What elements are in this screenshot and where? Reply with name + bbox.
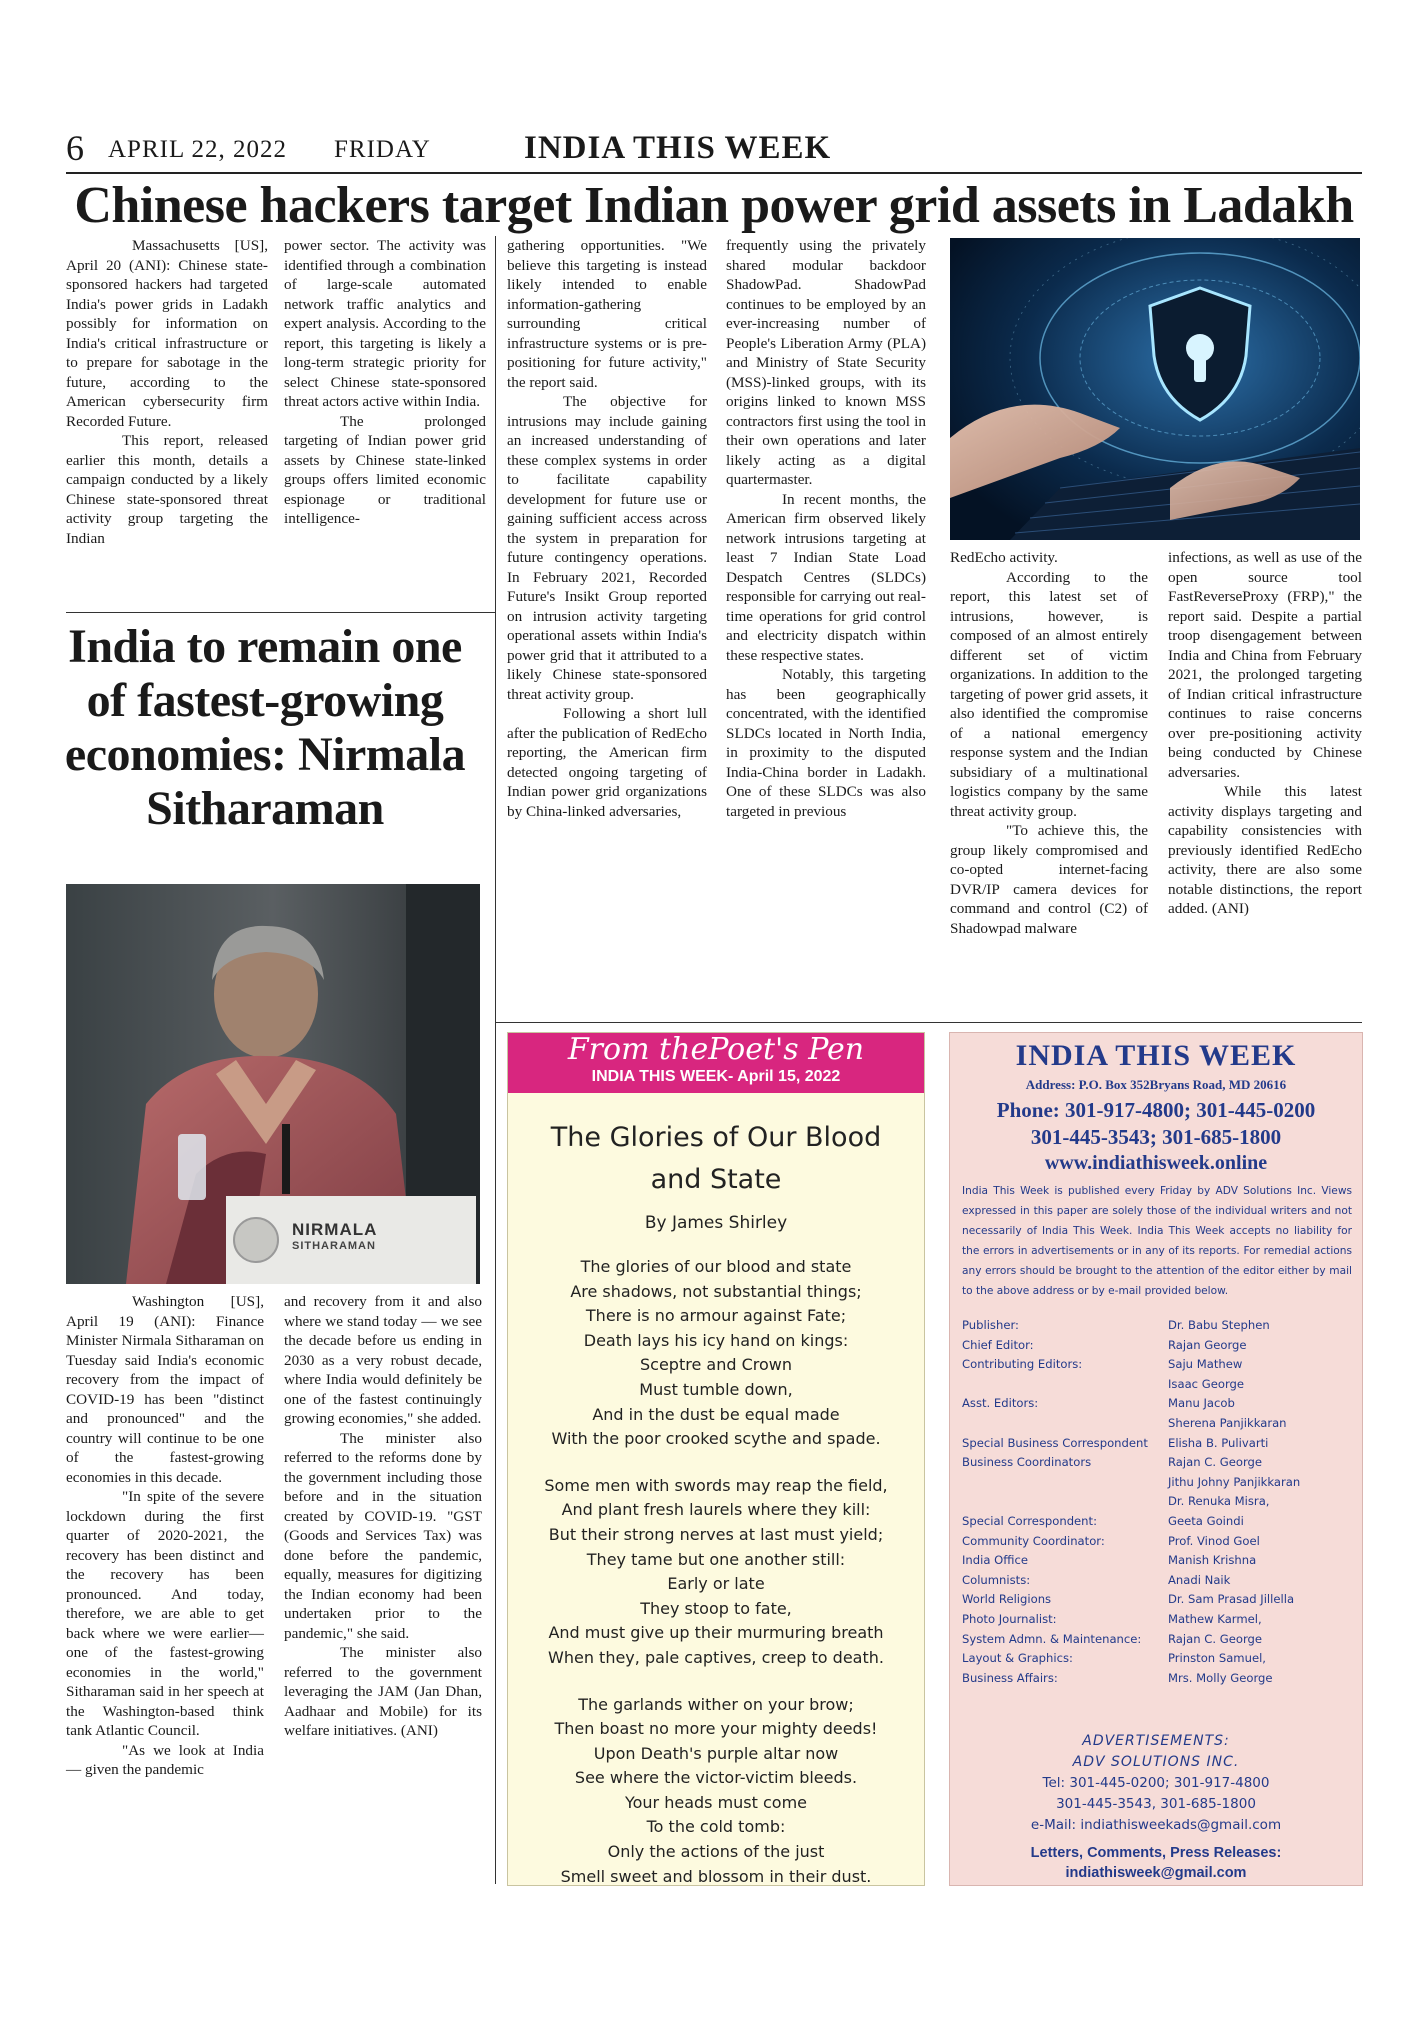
paragraph: This report, released earlier this month, details a campaign conducted by a likely Chinese state-sponsored threat activity group targeting the Indian bbox=[66, 432, 268, 547]
staff-role: Columnists: bbox=[962, 1572, 1031, 1587]
staff-row bbox=[962, 1669, 1354, 1689]
staff-name: Dr. Babu Stephen bbox=[1168, 1318, 1270, 1332]
staff-name: Isaac George bbox=[1168, 1376, 1244, 1391]
staff-name: Prof. Vinod Goel bbox=[1168, 1533, 1260, 1548]
nameplate-name: NIRMALA bbox=[292, 1220, 378, 1239]
poem-line: Then boast no more your mighty deeds! bbox=[554, 1719, 878, 1739]
staff-name: Saju Mathew bbox=[1168, 1357, 1243, 1372]
advertisement-contact bbox=[950, 1731, 1362, 1836]
issue-day: FRIDAY bbox=[334, 136, 431, 163]
nameplate bbox=[292, 1220, 472, 1252]
poem-line: Are shadows, not substantial things; bbox=[570, 1281, 862, 1301]
poem-line: The garlands wither on your brow; bbox=[578, 1694, 854, 1714]
poem-stanza bbox=[508, 1255, 924, 1452]
poem-line: And in the dust be equal made bbox=[592, 1404, 840, 1424]
staff-list bbox=[962, 1316, 1354, 1688]
section-divider bbox=[496, 1022, 1362, 1023]
poem-line: Death lays his icy hand on kings: bbox=[583, 1330, 849, 1350]
poet-banner bbox=[508, 1033, 924, 1093]
staff-row bbox=[962, 1532, 1354, 1552]
staff-role: Layout & Graphics: bbox=[962, 1651, 1073, 1666]
poem-line: The glories of our blood and state bbox=[580, 1257, 852, 1276]
paragraph: Following a short lull after the publication of RedEcho reporting, the American firm detected ongoing targeting of Indian power grid organizations by China-linked adversaries, bbox=[507, 705, 707, 820]
poet-banner-title: From thePoet's Pen bbox=[567, 1032, 865, 1067]
column-divider bbox=[495, 612, 496, 1884]
paragraph: While this latest activity displays targeting and capability consistencies with previously identified RedEcho activity, there are also some notable distinctions, the report added. (ANI) bbox=[1168, 783, 1362, 917]
staff-name: Mathew Karmel, bbox=[1168, 1611, 1262, 1626]
poem-line: Some men with swords may reap the field, bbox=[544, 1475, 888, 1495]
staff-role bbox=[962, 1473, 1168, 1493]
paragraph: The objective for intrusions may include gaining an increased understanding of these complex systems in order to facilitate capability development for future use or gaining sufficient access across the system in preparation for future contingency operations. In February 2021, Recorded Future's Insikt Group reported on intrusion activity targeting operational assets within India's power grid that it attributed to a likely Chinese state-sponsored threat activity group. bbox=[507, 393, 707, 703]
issue-date: APRIL 22, 2022 bbox=[108, 136, 288, 163]
staff-role: Special Correspondent: bbox=[962, 1513, 1097, 1528]
ads-heading: ADVERTISEMENTS: bbox=[1082, 1733, 1230, 1749]
staff-row bbox=[962, 1551, 1354, 1571]
poem-line: See where the victor-victim bleeds. bbox=[574, 1768, 858, 1788]
paragraph: frequently using the privately shared modular backdoor ShadowPad. ShadowPad continues to be employed by an ever-increasing number of People's Liberation Army (PLA) and Ministry of State Security (MSS)-linked groups, with its origins linked to known MSS contractors first using the tool in their own operations and later likely acting as a digital quartermaster. bbox=[726, 237, 926, 488]
staff-role: Contributing Editors: bbox=[962, 1357, 1083, 1372]
poem-author: By James Shirley bbox=[644, 1213, 788, 1233]
article1-column-3 bbox=[507, 236, 707, 821]
paragraph: "In spite of the severe lockdown during the first quarter of 2020-2021, the recovery has been distinct and the recovery has been pronounced. And today, therefore, we are able to get back where we were earlier— one of the fastest-growing economies in the world," Sitharaman said in her speech at the Washington-based think tank Atlantic Council. bbox=[66, 1488, 264, 1739]
staff-role: Special Business Correspondent bbox=[962, 1435, 1148, 1450]
poem-line: And must give up their murmuring breath bbox=[548, 1623, 884, 1643]
staff-name: Mrs. Molly George bbox=[1168, 1670, 1273, 1685]
paragraph: Notably, this targeting has been geographically concentrated, with the identified SLDCs located in North India, in proximity to the disputed India-China border in Ladakh. One of these SLDCs was also targeted in previous bbox=[726, 666, 926, 820]
masthead-title: INDIA THIS WEEK bbox=[1015, 1039, 1297, 1072]
poet-banner-subtitle: INDIA THIS WEEK- April 15, 2022 bbox=[591, 1068, 841, 1085]
letters-email[interactable]: indiathisweek@gmail.com bbox=[1065, 1865, 1247, 1881]
article1-column-5 bbox=[950, 548, 1148, 938]
article1-column-1 bbox=[66, 236, 268, 548]
paragraph: RedEcho activity. bbox=[950, 549, 1058, 566]
article1-column-4 bbox=[726, 236, 926, 821]
staff-name: Jithu Johny Panjikkaran bbox=[1168, 1474, 1301, 1489]
staff-role: Chief Editor: bbox=[962, 1337, 1034, 1352]
phone-line: 301-445-3543; 301-685-1800 bbox=[1030, 1125, 1282, 1149]
poem-line: Early or late bbox=[667, 1574, 765, 1594]
staff-role bbox=[962, 1375, 1168, 1395]
staff-name: Prinston Samuel, bbox=[1168, 1651, 1266, 1666]
staff-row bbox=[962, 1355, 1354, 1375]
poem-line: And plant fresh laurels where they kill: bbox=[561, 1500, 871, 1520]
paragraph: The prolonged targeting of Indian power grid assets by Chinese state-linked groups offers limited economic espionage or traditional intelligence- bbox=[284, 412, 486, 527]
staff-row bbox=[962, 1316, 1354, 1336]
cyber-security-photo bbox=[950, 238, 1360, 540]
paragraph: "To achieve this, the group likely compromised and co-opted internet-facing DVR/IP camera devices for command and control (C2) of Shadowpad malware bbox=[950, 822, 1148, 937]
staff-row bbox=[962, 1375, 1354, 1395]
staff-role: Publisher: bbox=[962, 1318, 1019, 1332]
paragraph: The minister also referred to the reforms done by the government including those before and in the situation created by COVID-19. "GST (Goods and Services Tax) was done before the pandemic, equally, measures for digitizing the Indian economy had been undertaken prior to the pandemic," she said. bbox=[284, 1429, 482, 1642]
page-number: 6 bbox=[66, 128, 84, 168]
staff-role: Photo Journalist: bbox=[962, 1611, 1057, 1626]
poem-line: Sceptre and Crown bbox=[640, 1355, 792, 1375]
poem-line: There is no armour against Fate; bbox=[585, 1306, 847, 1326]
poem-line: To the cold tomb: bbox=[646, 1817, 786, 1837]
nameplate-surname: SITHARAMAN bbox=[292, 1240, 376, 1252]
paragraph: infections, as well as use of the open source tool FastReverseProxy (FRP)," the report said. Despite a partial troop disengagement between India and China from February 2021, the prolonged targeting of Indian critical infrastructure continues to raise concerns over pre-positioning activity being conducted by Chinese adversaries. bbox=[1168, 549, 1362, 781]
article2-headline: India to remain one of fastest-growing economies: Nirmala Sitharaman bbox=[64, 620, 466, 835]
article2-column-1 bbox=[66, 1292, 264, 1780]
staff-role: System Admn. & Maintenance: bbox=[962, 1631, 1142, 1646]
staff-role: Community Coordinator: bbox=[962, 1533, 1105, 1548]
staff-role: World Religions bbox=[962, 1592, 1052, 1607]
ads-email[interactable]: e-Mail: indiathisweekads@gmail.com bbox=[1030, 1817, 1282, 1833]
paragraph: and recovery from it and also where we stand today — we see the decade before us ending in 2030 as a very robust decade, where India would definitely be one of the fastest continuingly growing economies," she added. bbox=[284, 1293, 482, 1427]
disclaimer-text: India This Week is published every Friday by ADV Solutions Inc. Views expressed in this paper are solely those of the individual writers and not necessarily of India This Week. India This Week accepts no liability for the errors in advertisements or in any of its reports. For remedial actions any errors should be brought to the attention of the editor either by mail to the above address or by e-mail provided below. bbox=[962, 1185, 1352, 1297]
masthead-info-box bbox=[949, 1032, 1363, 1886]
staff-name: Manish Krishna bbox=[1168, 1553, 1257, 1568]
poem-stanza bbox=[508, 1474, 924, 1671]
poem-line: They tame but one another still: bbox=[586, 1549, 846, 1569]
poem-line: Only the actions of the just bbox=[607, 1842, 825, 1862]
staff-role: Business Affairs: bbox=[962, 1670, 1058, 1685]
staff-role: India Office bbox=[962, 1553, 1028, 1568]
letters-label: Letters, Comments, Press Releases: bbox=[1030, 1845, 1282, 1861]
staff-row bbox=[962, 1610, 1354, 1630]
poem-title-line: and State bbox=[650, 1164, 782, 1195]
poem-line: When they, pale captives, creep to death. bbox=[548, 1647, 884, 1667]
finance-minister-photo bbox=[66, 884, 480, 1284]
paragraph: The minister also referred to the government leveraging the JAM (Jan Dhan, Aadhaar and Mobile) for its welfare initiatives. (ANI) bbox=[284, 1644, 482, 1739]
poem-stanza bbox=[508, 1693, 924, 1890]
staff-name: Manu Jacob bbox=[1168, 1396, 1235, 1411]
staff-role bbox=[962, 1414, 1168, 1434]
poem-line: Must tumble down, bbox=[639, 1379, 793, 1399]
poet-section bbox=[507, 1032, 925, 1886]
article1-column-2 bbox=[284, 236, 486, 529]
poem-line: But their strong nerves at last must yield; bbox=[548, 1524, 884, 1544]
padlock-shield-illustration bbox=[950, 238, 1360, 540]
staff-role bbox=[962, 1492, 1168, 1512]
phone-numbers bbox=[950, 1097, 1362, 1151]
postal-address: Address: P.O. Box 352Bryans Road, MD 20616 bbox=[1025, 1077, 1287, 1092]
staff-name: Dr. Renuka Misra, bbox=[1168, 1494, 1270, 1509]
section-divider bbox=[66, 612, 496, 613]
ads-phone: 301-445-3543, 301-685-1800 bbox=[1056, 1796, 1256, 1812]
letters-contact bbox=[950, 1843, 1362, 1883]
staff-row bbox=[962, 1630, 1354, 1650]
staff-row bbox=[962, 1336, 1354, 1356]
article1-headline: Chinese hackers target Indian power grid assets in Ladakh bbox=[74, 177, 1354, 234]
staff-row bbox=[962, 1492, 1354, 1512]
staff-name: Elisha B. Pulivarti bbox=[1168, 1435, 1269, 1450]
staff-name: Dr. Sam Prasad Jillella bbox=[1168, 1592, 1295, 1607]
paragraph: Massachusetts [US], April 20 (ANI): Chinese state-sponsored hackers had targeted India's power grids in Ladakh possibly for information on India's critical infrastructure or to prepare for sabotage in the future, according to the American cybersecurity firm Recorded Future. bbox=[66, 237, 268, 430]
ads-phone: Tel: 301-445-0200; 301-917-4800 bbox=[1042, 1775, 1270, 1791]
staff-row bbox=[962, 1414, 1354, 1434]
paragraph: According to the report, this latest set of intrusions, however, is composed of an almost entirely different set of victim organizations. In addition to the targeting of power grid assets, it also identified the compromise of a national emergency response system and the Indian subsidiary of a multinational logistics company by the same threat activity group. bbox=[950, 568, 1148, 820]
phone-line: Phone: 301-917-4800; 301-445-0200 bbox=[996, 1098, 1316, 1122]
article1-column-6 bbox=[1168, 548, 1362, 919]
poem-line: Upon Death's purple altar now bbox=[593, 1743, 839, 1763]
staff-name: Rajan C. George bbox=[1168, 1455, 1262, 1470]
paragraph: gathering opportunities. "We believe this targeting is instead likely intended to enable information-gathering surrounding critical infrastructure systems or is pre-positioning for future activity," the report said. bbox=[507, 237, 707, 391]
poem-line: Your heads must come bbox=[624, 1792, 808, 1812]
page-header bbox=[66, 128, 1362, 174]
staff-name: Rajan C. George bbox=[1168, 1631, 1262, 1646]
website-link[interactable]: www.indiathisweek.online bbox=[1044, 1152, 1268, 1174]
paragraph: power sector. The activity was identified through a combination of large-scale automated network traffic analytics and expert analysis. According to the report, this targeting is likely a long-term strategic priority for select Chinese state-sponsored threat actors active within India. bbox=[284, 237, 486, 410]
poem-line: With the poor crooked scythe and spade. bbox=[551, 1429, 881, 1449]
staff-name: Sherena Panjikkaran bbox=[1168, 1415, 1287, 1430]
column-divider bbox=[495, 236, 496, 612]
staff-row bbox=[962, 1434, 1354, 1454]
staff-name: Geeta Goindi bbox=[1168, 1513, 1244, 1528]
staff-row bbox=[962, 1590, 1354, 1610]
paragraph: In recent months, the American firm observed likely network intrusions targeting at least 7 Indian State Load Despatch Centres (SLDCs) responsible for carrying out real-time operations for grid control and electricity dispatch within these respective states. bbox=[726, 490, 926, 664]
ads-company: ADV SOLUTIONS INC. bbox=[1072, 1754, 1240, 1770]
staff-row bbox=[962, 1453, 1354, 1473]
staff-row bbox=[962, 1571, 1354, 1591]
staff-row bbox=[962, 1473, 1354, 1493]
poem-line: They stoop to fate, bbox=[640, 1598, 792, 1618]
paragraph: Washington [US], April 19 (ANI): Finance Minister Nirmala Sitharaman on Tuesday said India's economic recovery from the impact of COVID-19 has been "distinct and pronounced" and the country will continue to be one of the fastest-growing economies in this decade. bbox=[66, 1293, 264, 1486]
poem-line: Smell sweet and blossom in their dust. bbox=[560, 1866, 872, 1886]
poem-body bbox=[508, 1255, 924, 1911]
staff-role: Business Coordinators bbox=[962, 1455, 1092, 1470]
poem-title-line: The Glories of Our Blood bbox=[550, 1122, 882, 1153]
poem-title bbox=[508, 1117, 924, 1201]
staff-name: Anadi Naik bbox=[1168, 1572, 1231, 1587]
publication-name: INDIA THIS WEEK bbox=[524, 130, 832, 166]
staff-role: Asst. Editors: bbox=[962, 1396, 1039, 1411]
staff-name: Rajan George bbox=[1168, 1337, 1247, 1352]
article2-column-2 bbox=[284, 1292, 482, 1741]
staff-row bbox=[962, 1394, 1354, 1414]
paragraph: "As we look at India — given the pandemic bbox=[66, 1741, 264, 1778]
staff-row bbox=[962, 1512, 1354, 1532]
staff-row bbox=[962, 1649, 1354, 1669]
